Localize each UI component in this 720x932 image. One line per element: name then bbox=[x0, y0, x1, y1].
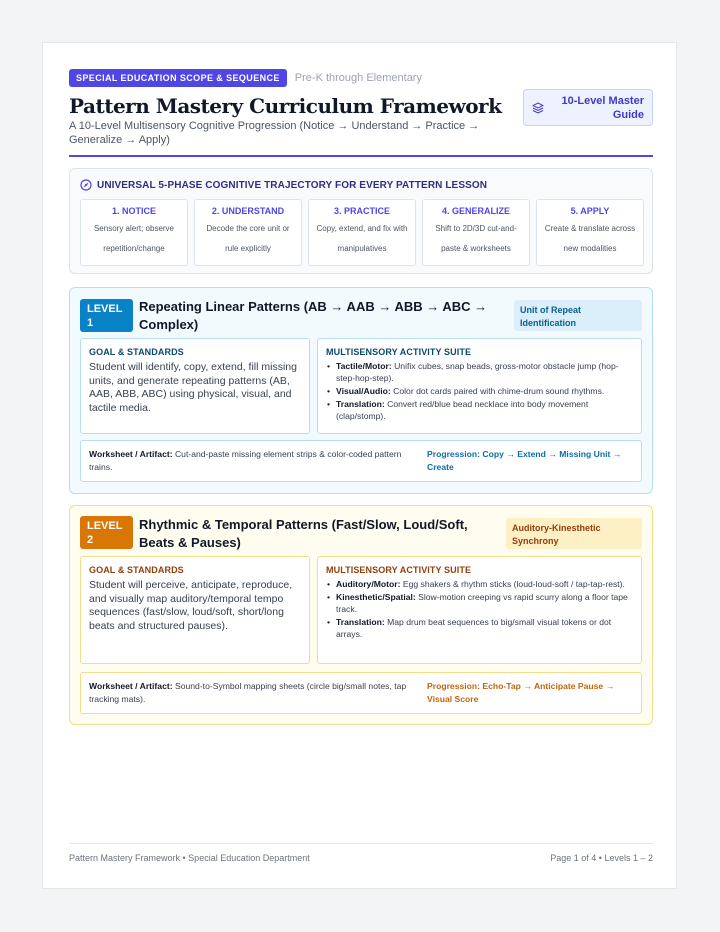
artifact-text: Sound-to-Symbol mapping sheets (circle big/small notes, tap tracking mats). bbox=[89, 681, 407, 704]
layers-icon bbox=[532, 102, 544, 114]
phase-name: 5. APPLY bbox=[570, 206, 610, 216]
activity-list bbox=[326, 360, 633, 422]
phase-name: 3. PRACTICE bbox=[333, 206, 390, 216]
trajectory-panel bbox=[69, 168, 653, 274]
scope-badge: SPECIAL EDUCATION SCOPE & SEQUENCE bbox=[69, 69, 287, 87]
footer-left-text: Pattern Mastery Framework • Special Education Department bbox=[69, 853, 310, 863]
artifact-description bbox=[89, 448, 407, 474]
activity-text: Color dot cards paired with chime-drum sound rhythms. bbox=[390, 386, 605, 396]
level-2-card bbox=[69, 505, 653, 725]
activity-label: Kinesthetic/Spatial: bbox=[336, 592, 416, 602]
activity-list bbox=[326, 578, 633, 640]
activity-text: Slow-motion creeping vs rapid scurry along a floor tape track. bbox=[336, 592, 628, 614]
activity-label: Translation: bbox=[336, 617, 385, 627]
page-content bbox=[69, 69, 653, 863]
phase-description: Shift to 2D/3D cut-and-paste & worksheets bbox=[435, 224, 517, 253]
artifact-row bbox=[80, 672, 642, 714]
master-guide-button[interactable] bbox=[523, 89, 653, 126]
goal-heading: GOAL & STANDARDS bbox=[89, 347, 184, 357]
phase-understand bbox=[194, 199, 302, 266]
footer-page-info: Page 1 of 4 • Levels 1 – 2 bbox=[550, 853, 653, 863]
activity-text: Map drum beat sequences to big/small visual tokens or dot arrays. bbox=[336, 617, 612, 639]
phase-list bbox=[80, 199, 644, 266]
goal-standards-box bbox=[80, 338, 310, 434]
phase-name: 1. NOTICE bbox=[111, 206, 156, 216]
footer-divider bbox=[69, 843, 653, 844]
phase-notice bbox=[80, 199, 188, 266]
activity-item bbox=[326, 398, 633, 422]
header-top-row bbox=[69, 69, 653, 87]
activity-item bbox=[326, 360, 633, 384]
activity-suite-box bbox=[317, 556, 642, 664]
phase-apply bbox=[536, 199, 644, 266]
phase-description: Sensory alert; observe repetition/change bbox=[93, 224, 175, 253]
phase-description: Decode the core unit or rule explicitly bbox=[206, 224, 290, 253]
goal-text: Student will perceive, anticipate, reproduce, and visually map auditory/temporal tempo sequences (fast/slow, loud/soft, short/long beats and structured pauses). bbox=[89, 579, 293, 632]
level-focus-tag: Unit of Repeat Identification bbox=[514, 300, 642, 331]
activity-label: Auditory/Motor: bbox=[336, 579, 401, 589]
document-page bbox=[42, 42, 677, 889]
phase-name: 4. GENERALIZE bbox=[441, 206, 510, 216]
level-title: Repeating Linear Patterns (AB → AAB → ABB → ABC → Complex) bbox=[139, 299, 488, 332]
activity-suite-heading: MULTISENSORY ACTIVITY SUITE bbox=[326, 347, 472, 357]
activity-text: Egg shakers & rhythm sticks (loud-loud-soft / tap-tap-rest). bbox=[400, 579, 625, 589]
phase-practice bbox=[308, 199, 416, 266]
activity-suite-box bbox=[317, 338, 642, 434]
header-divider bbox=[69, 155, 653, 157]
page-title: Pattern Mastery Curriculum Framework bbox=[69, 94, 502, 118]
grade-range: Pre-K through Elementary bbox=[294, 72, 422, 84]
level-1-card bbox=[69, 287, 653, 494]
activity-label: Visual/Audio: bbox=[336, 386, 391, 396]
progression-text: Progression: Copy → Extend → Missing Unit → Create bbox=[427, 449, 622, 472]
goal-text: Student will identify, copy, extend, fill missing units, and generate repeating patterns (AB, AAB, ABB, ABC) using physical, visual, and tactile media. bbox=[89, 361, 297, 414]
activity-text: Convert red/blue bead necklace into body movement (clap/stomp). bbox=[336, 399, 589, 421]
activity-suite-heading: MULTISENSORY ACTIVITY SUITE bbox=[326, 565, 472, 575]
activity-label: Tactile/Motor: bbox=[336, 361, 392, 371]
master-guide-label: 10-Level Master Guide bbox=[561, 94, 644, 121]
level-title: Rhythmic & Temporal Patterns (Fast/Slow, Loud/Soft, Beats & Pauses) bbox=[139, 517, 468, 550]
artifact-label: Worksheet / Artifact: bbox=[89, 449, 173, 459]
artifact-text: Cut-and-paste missing element strips & color-coded pattern trains. bbox=[89, 449, 402, 472]
level-badge: LEVEL 2 bbox=[80, 516, 133, 549]
activity-text: Unifix cubes, snap beads, gross-motor obstacle jump (hop-step-hop-step). bbox=[336, 361, 619, 383]
activity-item bbox=[326, 616, 633, 640]
activity-label: Translation: bbox=[336, 399, 385, 409]
activity-item bbox=[326, 385, 633, 397]
trajectory-header bbox=[80, 179, 487, 191]
level-badge: LEVEL 1 bbox=[80, 299, 133, 332]
compass-icon bbox=[80, 179, 92, 191]
level-focus-tag: Auditory-Kinesthetic Synchrony bbox=[506, 518, 642, 549]
artifact-label: Worksheet / Artifact: bbox=[89, 681, 173, 691]
page-subtitle: A 10-Level Multisensory Cognitive Progression (Notice → Understand → Practice → Generalize → Apply) bbox=[69, 120, 480, 146]
phase-description: Copy, extend, and fix with manipulatives bbox=[316, 224, 408, 253]
phase-name: 2. UNDERSTAND bbox=[211, 206, 285, 216]
goal-standards-box bbox=[80, 556, 310, 664]
artifact-description bbox=[89, 680, 407, 706]
phase-generalize bbox=[422, 199, 530, 266]
activity-item bbox=[326, 591, 633, 615]
goal-heading: GOAL & STANDARDS bbox=[89, 565, 184, 575]
activity-item bbox=[326, 578, 633, 590]
trajectory-title: UNIVERSAL 5-PHASE COGNITIVE TRAJECTORY FOR EVERY PATTERN LESSON bbox=[97, 179, 488, 191]
phase-description: Create & translate across new modalities bbox=[544, 224, 636, 253]
progression-text: Progression: Echo-Tap → Anticipate Pause → Visual Score bbox=[427, 681, 615, 704]
artifact-row bbox=[80, 440, 642, 482]
